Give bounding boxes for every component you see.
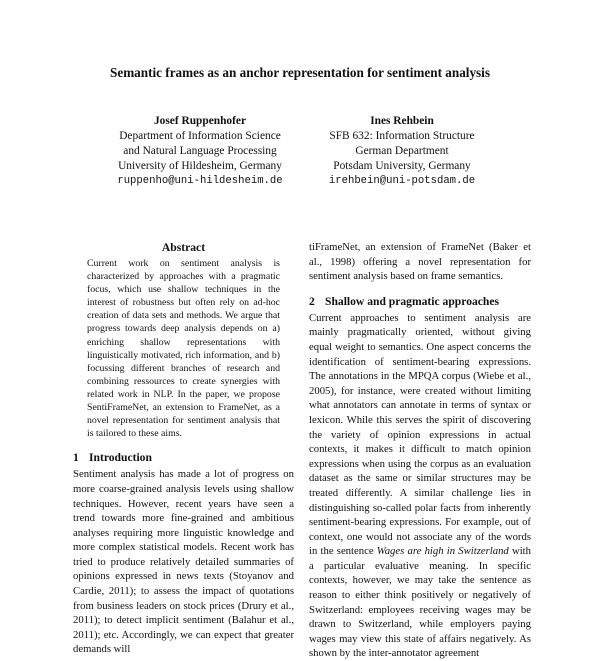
author-affiliation: and Natural Language Processing bbox=[123, 145, 277, 157]
section-title: Shallow and pragmatic approaches bbox=[325, 294, 500, 308]
author-affiliation: University of Hildesheim, Germany bbox=[118, 160, 282, 172]
author-name: Ines Rehbein bbox=[370, 115, 434, 127]
abstract-text: Current work on sentiment analysis is characterized by approaches with a pragmatic focus, which use shallow techniques in the interest of robustness but often rely on ad-hoc creation of data sets and methods. We argue that progress towards deep analysis depends on a) enriching shallow representations with linguistically motivated, rich information, and b) focussing different branches of research and combining ressources to create synergies with related work in NLP. In the paper, we propose SentiFrameNet, an extension to FrameNet, as a novel representation for sentiment analysis that is tailored to these aims. bbox=[87, 258, 280, 440]
paper-title: Semantic frames as an anchor representation for sentiment analysis bbox=[110, 65, 490, 80]
author-affiliation: SFB 632: Information Structure bbox=[329, 130, 475, 142]
abstract-heading: Abstract bbox=[161, 241, 206, 254]
author-email: irehbein@uni-potsdam.de bbox=[328, 175, 476, 187]
left-column bbox=[73, 240, 294, 657]
section-heading-shallow-approaches bbox=[309, 294, 531, 309]
section-number: 1 bbox=[73, 451, 79, 465]
introduction-text: Sentiment analysis has made a lot of progress on more coarse-grained analysis levels using shallow techniques. However, recent years have seen a trend towards more fine-grained and ambitious analyses requiring more linguistic knowledge and more complex statistical models. Recent work has tried to produce relatively detailed summaries of opinions expressed in news texts (Stoyanov and Cardie, 2011); to assess the impact of quotations from business leaders on stock prices (Drury et al., 2011); to detect implicit sentiment (Balahur et al., 2011); etc. Accordingly, we can expect that greater demands will bbox=[73, 468, 294, 656]
section2-text-part: Current approaches to sentiment analysis are mainly pragmatically oriented, without giving equal weight to semantics. One aspect concerns the identification of sentiment-bearing expressions. The annotations in the MPQA corpus (Wiebe et al., 2005), for instance, were created without limiting what annotators can annotate in terms of syntax or lexicon. While this serves the spirit of discovering the variety of opinion expressions in actual contexts, it makes it difficult to match opinion expressions when using the corpus as an evaluation dataset as the same or similar structures may be treated differently. A similar challenge lies in distinguishing so-called polar facts from inherently sentiment-bearing expressions. For example, out of context, one would not associate any of the words in the sentence bbox=[309, 311, 531, 558]
author-block-2 bbox=[282, 114, 522, 189]
section2-text bbox=[309, 311, 531, 661]
example-sentence: Wages are high in Switzerland bbox=[376, 545, 509, 558]
section2-text-part: with a particular evaluative meaning. In specific contexts, however, we may take the sentence as reason to either think positively or negatively of Switzerland: employees receiving wages may be drawn to Switzerland, while employers paying wages may view this state of affairs negatively. As shown by the inter-annotator agreement bbox=[309, 545, 531, 660]
author-affiliation: Potsdam University, Germany bbox=[333, 160, 471, 172]
continuation-text: tiFrameNet, an extension of FrameNet (Baker et al., 1998) offering a novel representation for sentiment analysis based on frame semantics. bbox=[309, 241, 531, 283]
section-title: Introduction bbox=[89, 451, 152, 465]
author-email: ruppenho@uni-hildesheim.de bbox=[117, 175, 283, 187]
section-number: 2 bbox=[309, 294, 315, 308]
section-heading-introduction bbox=[73, 450, 294, 465]
author-name: Josef Ruppenhofer bbox=[153, 115, 247, 127]
right-column bbox=[309, 240, 531, 661]
author-affiliation: Department of Information Science bbox=[119, 130, 281, 142]
author-affiliation: German Department bbox=[355, 145, 449, 157]
